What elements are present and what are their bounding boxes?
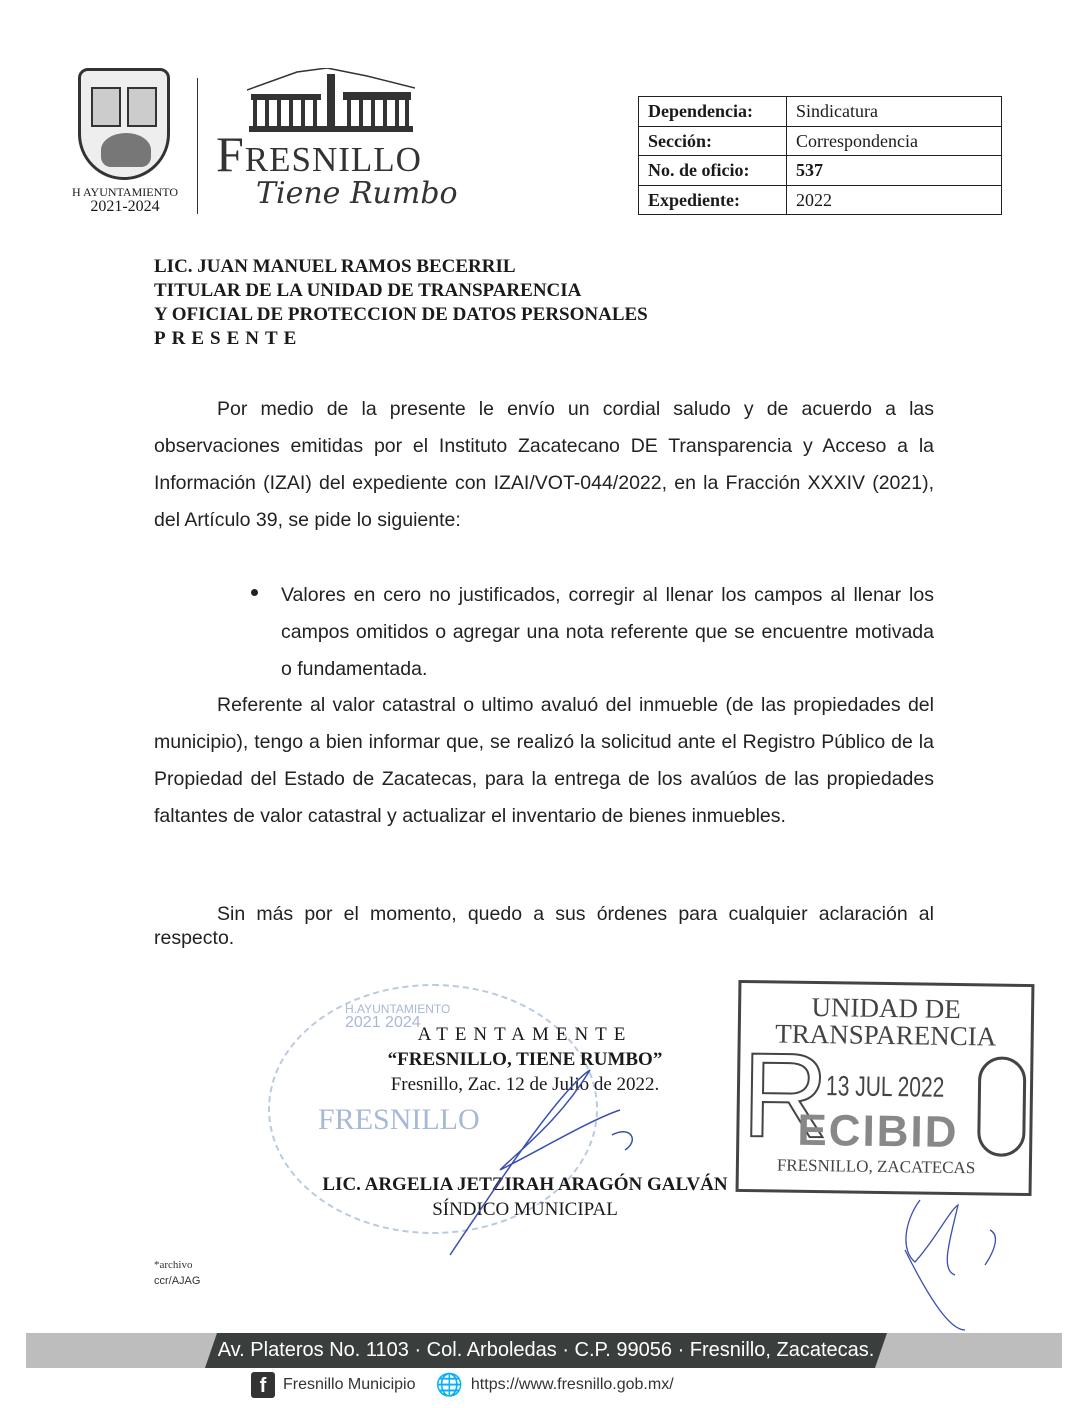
stamp-word: ECIBID [797, 1105, 959, 1158]
cc-note [154, 1257, 200, 1289]
closing: ATENTAMENTE [417, 1024, 633, 1045]
meta-label: Expediente: [639, 185, 787, 215]
facebook-link[interactable]: Fresnillo Municipio [283, 1376, 416, 1393]
place-date: Fresnillo, Zac. 12 de Julio de 2022. [390, 1074, 660, 1095]
website-link[interactable]: https://www.fresnillo.gob.mx/ [470, 1376, 674, 1393]
bullet-item: Valores en cero no justificados, corregir al llenar los campos al llenar los campos omitidos o agregar una nota referente que se encuentre motivada o fundamentada. [281, 584, 934, 680]
seal-years: 2021-2024 [90, 198, 160, 215]
footer-links [251, 1372, 674, 1398]
footer-address: Av. Plateros No. 1103 · Col. Arboledas · C.P. 99056 · Fresnillo, Zacatecas. [217, 1339, 875, 1361]
cc-line: *archivo [154, 1259, 193, 1271]
facebook-icon: f [251, 1372, 275, 1398]
meta-label: Sección: [639, 126, 787, 156]
stamp-title-line: UNIDAD DE [811, 991, 961, 1025]
seal-caption: H AYUNTAMIENTO [71, 185, 179, 199]
cc-line: ccr/AJAG [154, 1275, 201, 1287]
addressee-title: Y OFICIAL DE PROTECCION DE DATOS PERSONALES [154, 304, 648, 325]
signer-name: LIC. ARGELIA JETZIRAH ARAGÓN GALVÁN [322, 1174, 728, 1195]
stamp-title-line: TRANSPARENCIA [775, 1018, 997, 1052]
meta-value: 537 [787, 156, 1002, 186]
meta-value: Sindicatura [787, 97, 1002, 127]
addressee-name: LIC. JUAN MANUEL RAMOS BECERRIL [154, 256, 516, 277]
logo-title: Fresnillo [216, 126, 422, 182]
presente-label: PRESENTE [154, 328, 303, 349]
meta-value: Correspondencia [787, 126, 1002, 156]
seal-line: 2021 2024 [345, 1014, 421, 1031]
seal-line: FRESNILLO [318, 1103, 480, 1136]
meta-label: No. de oficio: [639, 156, 787, 186]
seal-line: H.AYUNTAMIENTO [345, 1002, 451, 1016]
signer-role: SÍNDICO MUNICIPAL [432, 1199, 618, 1220]
motto: “FRESNILLO, TIENE RUMBO” [387, 1049, 663, 1070]
stamp-date: 13 JUL 2022 [825, 1070, 945, 1103]
addressee-title: TITULAR DE LA UNIDAD DE TRANSPARENCIA [154, 280, 582, 301]
stamp-city: FRESNILLO, ZACATECAS [776, 1155, 976, 1178]
body-paragraph-2: Referente al valor catastral o ultimo avaluó del inmueble (de las propiedades del municipio), tengo a bien informar que, se realizó la solicitud ante el Registro Público de la Propiedad del Estado de Zacatecas, para la entrega de los avalúos de las propiedades faltantes de valor catastral y actualizar el inventario de bienes inmuebles. [154, 694, 934, 827]
meta-label: Dependencia: [639, 97, 787, 127]
body-paragraph-3: Sin más por el momento, quedo a sus órdenes para cualquier aclaración al respecto. [154, 903, 934, 949]
logo-tagline: Tiene Rumbo [256, 176, 458, 211]
body-paragraph-1: Por medio de la presente le envío un cordial saludo y de acuerdo a las observaciones emitidas por el Instituto Zacatecano DE Transparencia y Acceso a la Información (IZAI) del expediente con IZAI/VOT-044/2022, en la Fracción XXXIV (2021), del Artículo 39, se pide lo siguiente: [154, 398, 934, 531]
stamp-letter-r: R [740, 1028, 830, 1164]
meta-value: 2022 [787, 185, 1002, 215]
globe-icon: 🌐 [435, 1372, 463, 1397]
